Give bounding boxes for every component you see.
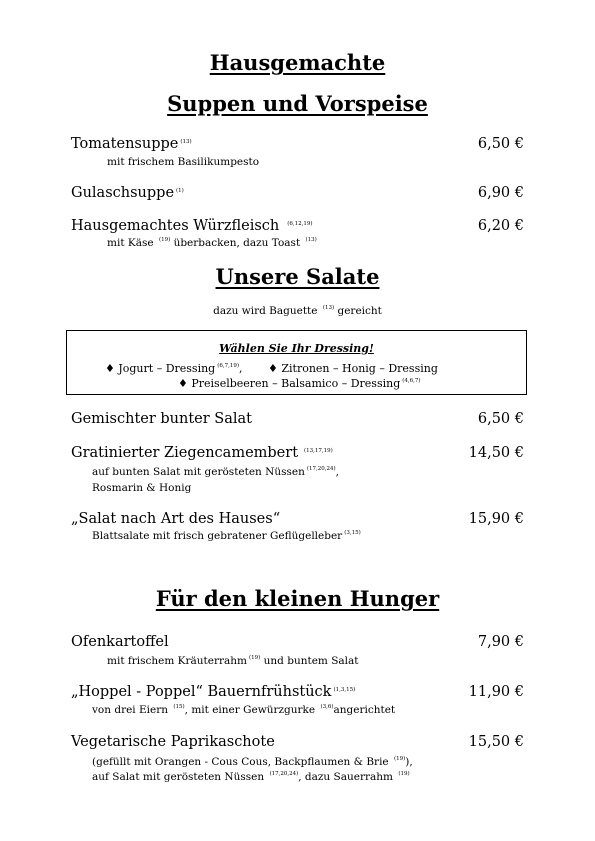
desc-text: von drei Eiern xyxy=(92,704,169,716)
price-gemischter-salat: 6,50 € xyxy=(477,411,524,427)
option-text: ♦ Preiselbeeren – Balsamico – Dressing xyxy=(178,377,401,390)
price-ziegencamembert: 14,50 € xyxy=(468,445,524,461)
desc-text: , mit einer Gewürzgurke xyxy=(184,704,316,716)
salad-note xyxy=(0,305,595,317)
dressing-option-jogurt xyxy=(105,362,243,375)
price-tomatensuppe: 6,50 € xyxy=(477,136,524,152)
price-hoppel-poppel: 11,90 € xyxy=(468,684,524,700)
allergen-note: (13) xyxy=(180,139,192,145)
allergen-note: (6,12,19) xyxy=(287,221,313,227)
menu-item-gemischter-salat: Gemischter bunter Salat xyxy=(71,411,252,427)
separator: , xyxy=(239,362,243,375)
desc-text: (gefüllt mit Orangen - Cous Cous, Backpflaumen & Brie xyxy=(92,756,389,768)
desc-text: mit frischem Kräuterrahm xyxy=(107,655,248,667)
allergen-note: (4,6,7) xyxy=(402,378,421,384)
allergen-note: (13) xyxy=(305,237,317,243)
dressing-option-zitronen: ♦ Zitronen – Honig – Dressing xyxy=(268,362,438,375)
desc-salat-des-hauses xyxy=(92,530,361,542)
dressing-box xyxy=(66,330,527,395)
heading-suppen-vorspeise: Suppen und Vorspeise xyxy=(167,91,428,116)
heading-kleiner-hunger: Für den kleinen Hunger xyxy=(155,586,440,611)
desc-hoppel-poppel xyxy=(92,704,395,716)
item-name: Gulaschsuppe xyxy=(71,185,175,201)
item-name: Hausgemachtes Würzfleisch xyxy=(71,218,280,234)
menu-item-hoppel-poppel xyxy=(71,684,355,700)
menu-item-wuerzfleisch xyxy=(71,218,313,234)
item-name: Gratinierter Ziegencamembert xyxy=(71,445,299,461)
allergen-note: (19) xyxy=(158,237,171,243)
heading-hausgemachte: Hausgemachte xyxy=(209,50,386,75)
allergen-note: (1,3,15) xyxy=(333,687,356,693)
allergen-note: (6,7,19) xyxy=(217,363,240,369)
price-salat-des-hauses: 15,90 € xyxy=(468,511,524,527)
dressing-option-preiselbeeren xyxy=(178,377,421,390)
note-text: gereicht xyxy=(337,305,382,317)
allergen-note: (19) xyxy=(398,771,410,777)
dressing-title: Wählen Sie Ihr Dressing! xyxy=(219,342,374,355)
desc-paprikaschote-2 xyxy=(92,771,410,783)
desc-text: Blattsalate mit frisch gebratener Geflügelleber xyxy=(92,530,343,542)
menu-item-ziegencamembert xyxy=(71,445,333,461)
desc-ziegencamembert-1 xyxy=(92,466,339,478)
item-name: Tomatensuppe xyxy=(71,136,179,152)
desc-text: mit Käse xyxy=(107,237,154,249)
desc-tomatensuppe: mit frischem Basilikumpesto xyxy=(107,156,260,168)
allergen-note: (13) xyxy=(322,305,335,311)
allergen-note: (19) xyxy=(394,756,406,762)
allergen-note: (19) xyxy=(249,655,261,661)
desc-wuerzfleisch xyxy=(107,237,317,249)
allergen-note: (17,20,24) xyxy=(269,771,299,777)
option-text: ♦ Jogurt – Dressing xyxy=(105,362,216,375)
desc-text: , xyxy=(335,466,340,478)
desc-paprikaschote-1 xyxy=(92,756,413,768)
price-ofenkartoffel: 7,90 € xyxy=(477,634,524,650)
menu-item-paprikaschote: Vegetarische Paprikaschote xyxy=(71,734,275,750)
heading-salate: Unsere Salate xyxy=(215,264,380,289)
desc-text: und buntem Salat xyxy=(263,655,359,667)
menu-item-ofenkartoffel: Ofenkartoffel xyxy=(71,634,169,650)
allergen-note: (3,6) xyxy=(320,704,334,710)
menu-item-salat-des-hauses: „Salat nach Art des Hauses“ xyxy=(71,511,281,527)
item-name: „Hoppel - Poppel“ Bauernfrühstück xyxy=(71,684,332,700)
allergen-note: (3,15) xyxy=(344,530,361,536)
desc-text: angerichtet xyxy=(333,704,396,716)
menu-item-tomatensuppe xyxy=(71,136,192,152)
allergen-note: (13,17,19) xyxy=(304,448,333,454)
price-gulaschsuppe: 6,90 € xyxy=(477,185,524,201)
menu-item-gulaschsuppe xyxy=(71,185,184,201)
desc-ziegencamembert-2: Rosmarin & Honig xyxy=(92,482,192,494)
desc-text: ), xyxy=(405,756,413,768)
desc-text: auf Salat mit gerösteten Nüssen xyxy=(92,771,265,783)
allergen-note: (17,20,24) xyxy=(306,466,336,472)
price-wuerzfleisch: 6,20 € xyxy=(477,218,524,234)
price-paprikaschote: 15,50 € xyxy=(468,734,524,750)
desc-ofenkartoffel xyxy=(107,655,359,667)
allergen-note: (15) xyxy=(173,704,185,710)
allergen-note: (1) xyxy=(176,188,184,194)
desc-text: auf bunten Salat mit gerösteten Nüssen xyxy=(92,466,305,478)
note-text: dazu wird Baguette xyxy=(213,305,318,317)
desc-text: überbacken, dazu Toast xyxy=(173,237,301,249)
desc-text: , dazu Sauerrahm xyxy=(298,771,393,783)
